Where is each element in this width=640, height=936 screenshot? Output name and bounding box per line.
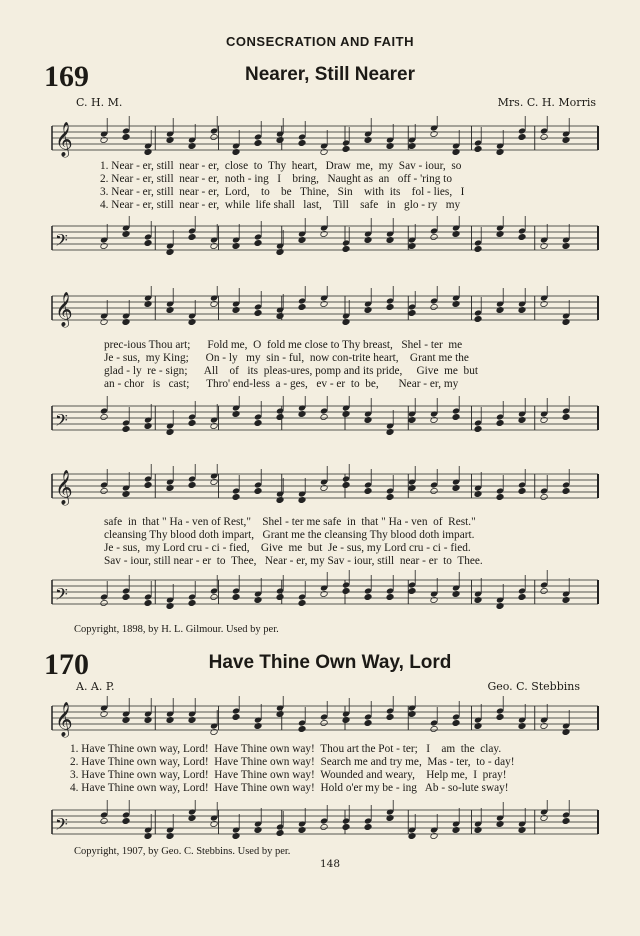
svg-text:𝄞: 𝄞 <box>55 292 73 327</box>
lyric-line: glad - ly re - sign; All of its pleas-ures, pomp and its pride, Give me but <box>104 365 478 377</box>
music-staff-treble <box>0 464 640 514</box>
lyric-line: safe in that " Ha - ven of Rest," Shel - ter me safe in that " Ha - ven of Rest." <box>104 516 476 528</box>
music-staff-bass <box>0 570 640 626</box>
lyric-line: 3. Near - er, still near - er, Lord, to be Thine, Sin with its fol - lies, I <box>100 186 465 198</box>
lyric-line: Sav - iour, still near - er to Thee, Near - er, my Sav - iour, still near - er to Thee. <box>104 555 483 567</box>
svg-text:𝄢: 𝄢 <box>55 230 68 254</box>
music-staff-treble <box>0 116 640 166</box>
hymn-title: Nearer, Still Nearer <box>244 64 416 85</box>
hymn-title: Have Thine Own Way, Lord <box>208 652 452 673</box>
lyric-line: 4. Near - er, still near - er, while life shall last, Till safe in glo - ry my <box>100 199 461 211</box>
words-credit: A. A. P. <box>76 680 115 693</box>
music-credit: Geo. C. Stebbins <box>487 680 580 693</box>
svg-text:𝄞: 𝄞 <box>55 122 73 157</box>
lyric-line: 1. Have Thine own way, Lord! Have Thine own way! Thou art the Pot - ter; I am the clay. <box>70 743 502 755</box>
hymn-number: 170 <box>44 648 89 681</box>
lyric-line: 4. Have Thine own way, Lord! Have Thine own way! Hold o'er my be - ing Ab - so-lute sway! <box>70 782 509 794</box>
music-staff-treble <box>0 286 640 336</box>
svg-text:𝄢: 𝄢 <box>55 584 68 608</box>
lyric-line: an - chor is cast; Thro' end-less a - ges, ev - er to be, Near - er, my <box>104 378 459 390</box>
music-staff-bass <box>0 396 640 452</box>
svg-text:𝄢: 𝄢 <box>55 410 68 434</box>
lyric-line: Je - sus, my King; On - ly my sin - ful, now con-trite heart, Grant me the <box>104 352 469 364</box>
svg-text:𝄞: 𝄞 <box>55 702 73 737</box>
lyric-line: Je - sus, my Lord cru - ci - fied, Give me but Je - sus, my Lord cru - ci - fied. <box>104 542 471 554</box>
copyright-notice: Copyright, 1898, by H. L. Gilmour. Used by per. <box>74 624 279 635</box>
hymn-number: 169 <box>44 60 89 93</box>
lyric-line: 2. Near - er, still near - er, noth - ing I bring, Naught as an off - 'ring to <box>100 173 452 185</box>
words-credit: C. H. M. <box>76 96 123 109</box>
svg-text:𝄢: 𝄢 <box>55 814 68 838</box>
lyric-line: 1. Near - er, still near - er, close to Thy heart, Draw me, my Sav - iour, so <box>100 160 462 172</box>
section-title: CONSECRATION AND FAITH <box>226 34 414 49</box>
lyric-line: cleansing Thy blood doth impart, Grant me the cleansing Thy blood doth impart. <box>104 529 475 541</box>
music-staff-treble <box>0 696 640 746</box>
lyric-line: 3. Have Thine own way, Lord! Have Thine own way! Wounded and weary, Help me, I pray! <box>70 769 507 781</box>
lyric-line: prec-ious Thou art; Fold me, O fold me close to Thy breast, Shel - ter me <box>104 339 463 351</box>
music-staff-bass <box>0 216 640 272</box>
page-number: 148 <box>319 858 341 870</box>
copyright-notice: Copyright, 1907, by Geo. C. Stebbins. Used by per. <box>74 846 291 857</box>
svg-text:𝄞: 𝄞 <box>55 470 73 505</box>
lyric-line: 2. Have Thine own way, Lord! Have Thine own way! Search me and try me, Mas - ter, to - day! <box>70 756 515 768</box>
music-credit: Mrs. C. H. Morris <box>497 96 596 109</box>
